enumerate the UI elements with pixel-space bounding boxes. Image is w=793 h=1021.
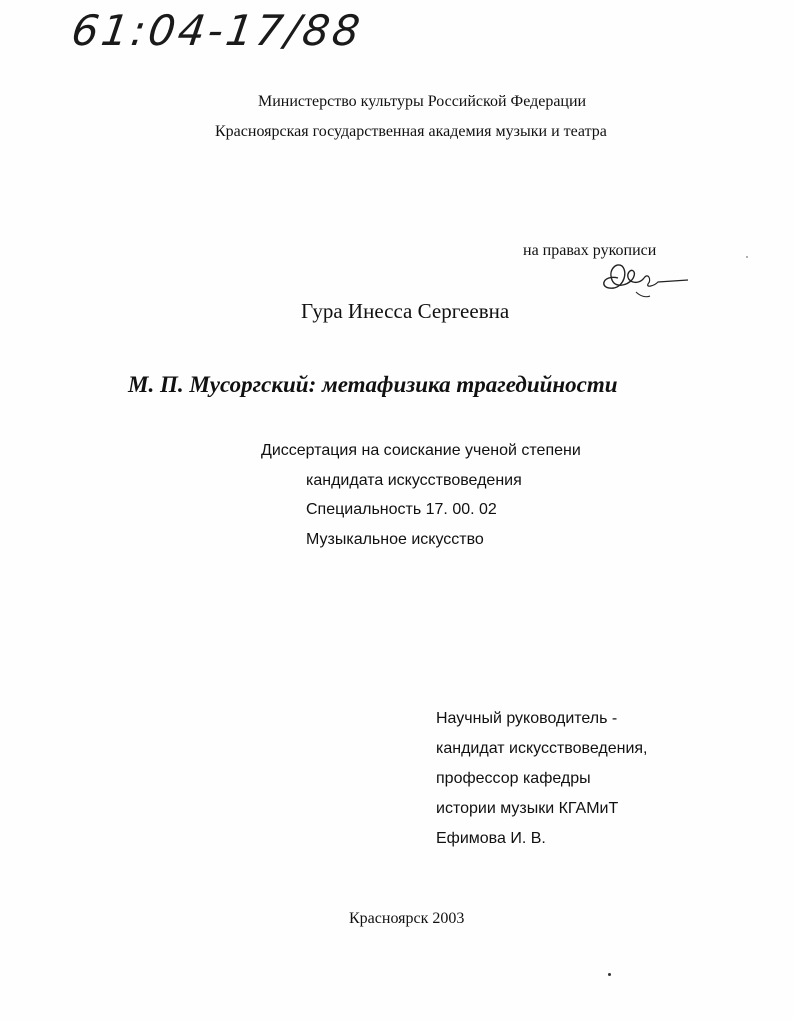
academy-name: Красноярская государственная академия музыки и театра <box>215 123 607 140</box>
scan-speck <box>608 973 611 976</box>
author-name: Гура Инесса Сергеевна <box>301 299 510 323</box>
manuscript-note: на правах рукописи <box>523 242 657 259</box>
signature-icon <box>588 250 698 310</box>
supervisor-block <box>436 704 647 854</box>
specialty-line: Специальность 17. 00. 02 <box>306 501 497 518</box>
supervisor-name: Ефимова И. В. <box>436 830 546 847</box>
degree-line: кандидата искусствоведения <box>306 472 522 489</box>
supervisor-degree: кандидат искусствоведения, <box>436 740 648 757</box>
supervisor-role: Научный руководитель - <box>436 710 618 727</box>
archive-code-handwritten: 61:04-17/88 <box>68 6 366 55</box>
field-line: Музыкальное искусство <box>306 531 484 548</box>
city-year: Красноярск 2003 <box>349 910 465 927</box>
supervisor-position: профессор кафедры <box>436 770 591 787</box>
scan-speck <box>746 256 748 258</box>
dissertation-title: М. П. Мусоргский: метафизика трагедийности <box>128 372 618 397</box>
ministry-name: Министерство культуры Российской Федерации <box>258 93 587 110</box>
dissertation-type: Диссертация на соискание ученой степени <box>261 442 581 459</box>
supervisor-department: истории музыки КГАМиТ <box>436 800 619 817</box>
